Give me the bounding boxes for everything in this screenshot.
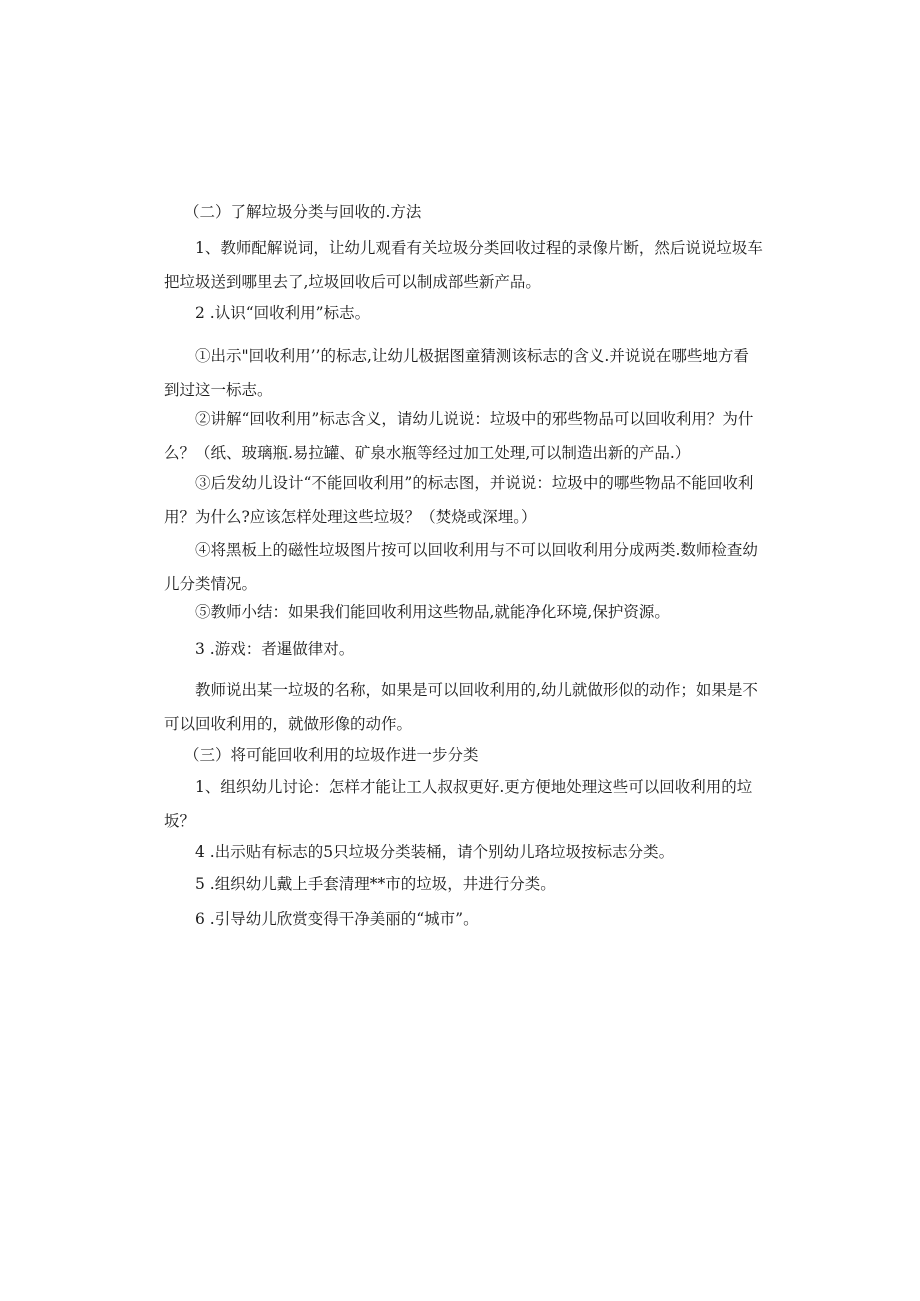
section-heading-2: （二）了解垃圾分类与回收的.方法 — [184, 203, 422, 221]
paragraph-sub-2: ②讲解“回收利用”标志含义，请幼儿说说：垃圾中的邪些物品可以回收利用？为什么？（纸、玻璃瓶.易拉罐、矿泉水瓶等经过加工处理,可以制造出新的产品.） — [164, 410, 754, 462]
paragraph-step-discuss: 1、组织幼儿讨论：怎样才能让工人叔叔更好.更方便地处理这些可以回收利用的垃坂？ — [164, 778, 753, 830]
paragraph-step-3: 3 .游戏：者暹做律对。 — [195, 640, 355, 658]
paragraph-sub-5: ⑤教师小结：如果我们能回收利用这些物品,就能净化环境,保护资源。 — [195, 603, 670, 621]
paragraph-step-5: 5 .组织幼儿戴上手套清理**市的垃圾，井进行分类。 — [195, 875, 556, 893]
paragraph-sub-1: ①出示"回收利用’’的标志,让幼儿极据图童猜测该标志的含义.并说说在哪些地方看到过这一标志。 — [164, 347, 749, 399]
paragraph-step-6: 6 .引导幼儿欣赏变得干净美丽的“城市”。 — [195, 910, 479, 928]
paragraph-game-description: 教师说出某一垃圾的名称，如果是可以回收利用的,幼儿就做形似的动作；如果是不可以回收利用的，就做形像的动作。 — [164, 681, 758, 733]
paragraph-sub-3: ③后发幼儿设计“不能回收利用”的标志图，并说说：垃圾中的哪些物品不能回收利用？为什么?应该怎样处理这些垃圾？（焚烧或深埋。） — [164, 474, 754, 526]
paragraph-step-1: 1、教师配解说词，让幼儿观看有关垃圾分类回收过程的录像片断，然后说说垃圾车把垃圾送到哪里去了,垃圾回收后可以制成部些新产品。 — [164, 239, 763, 291]
paragraph-step-4: 4 .出示贴有标志的5只垃圾分类装桶，请个别幼儿珞垃圾按标志分类。 — [195, 843, 675, 861]
section-heading-3: （三）将可能回收利用的垃圾作进一步分类 — [184, 746, 479, 764]
paragraph-step-2: 2 .认识“回收利用”标志。 — [195, 304, 371, 322]
paragraph-sub-4: ④将黑板上的磁性垃圾图片按可以回收利用与不可以回收利用分成两类.数师检查幼儿分类情况。 — [164, 541, 758, 593]
